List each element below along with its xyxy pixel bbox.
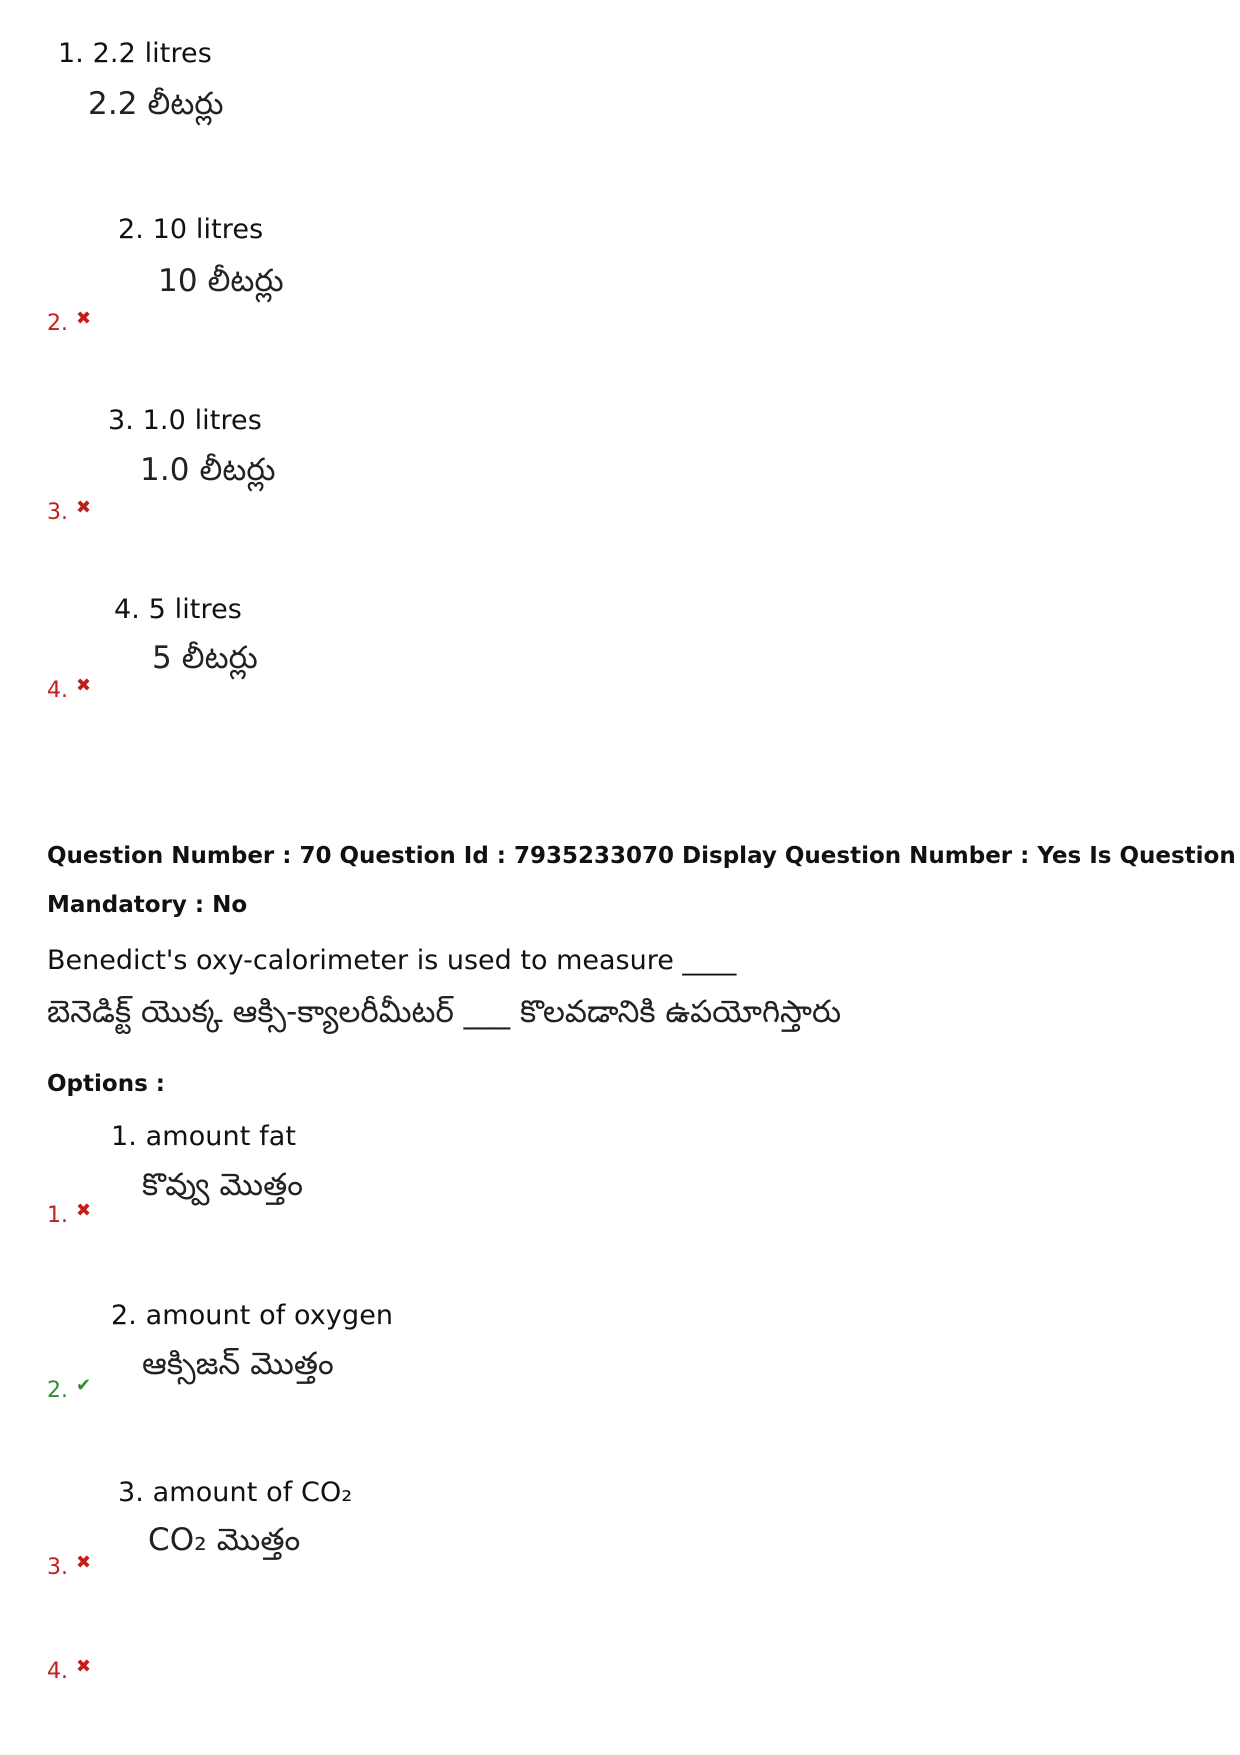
option-4-marker xyxy=(47,1656,92,1684)
prev-option-4-marker xyxy=(47,675,92,703)
option-1-marker xyxy=(47,1200,92,1228)
cross-icon: ✖ xyxy=(76,497,92,518)
prev-option-2-te: 10 లీటర్లు xyxy=(158,263,284,299)
prev-option-1-te: 2.2 లీటర్లు xyxy=(88,86,224,122)
option-2-te: ఆక్సిజన్ మొత్తం xyxy=(142,1346,334,1382)
prev-option-1-en: 1. 2.2 litres xyxy=(58,38,212,69)
option-2-en: 2. amount of oxygen xyxy=(111,1300,394,1331)
option-2-number: 2. xyxy=(47,1378,68,1403)
cross-icon: ✖ xyxy=(76,1200,92,1221)
prev-option-4-en: 4. 5 litres xyxy=(114,594,242,625)
prev-option-3-en: 3. 1.0 litres xyxy=(108,405,262,436)
option-2-marker xyxy=(47,1375,92,1403)
option-3-number: 3. xyxy=(47,1555,68,1580)
options-label: Options : xyxy=(47,1071,165,1097)
question-meta-line1: Question Number : 70 Question Id : 7935233070 Display Question Number : Yes Is Question xyxy=(47,843,1236,869)
prev-option-3-marker xyxy=(47,497,92,525)
prev-option-2-number: 2. xyxy=(47,311,68,336)
cross-icon: ✖ xyxy=(76,675,92,696)
question-text-en: Benedict's oxy-calorimeter is used to measure ____ xyxy=(47,945,737,976)
checkmark-icon: ✔ xyxy=(76,1375,92,1396)
cross-icon: ✖ xyxy=(76,308,92,329)
prev-option-2-en: 2. 10 litres xyxy=(118,214,264,245)
option-1-te: కొవ్వు మొత్తం xyxy=(142,1167,304,1203)
question-meta-line2: Mandatory : No xyxy=(47,892,248,918)
option-4-number: 4. xyxy=(47,1659,68,1684)
option-1-en: 1. amount fat xyxy=(111,1121,297,1152)
prev-option-4-number: 4. xyxy=(47,678,68,703)
cross-icon: ✖ xyxy=(76,1552,92,1573)
option-3-te: CO₂ మొత్తం xyxy=(148,1522,301,1558)
option-1-number: 1. xyxy=(47,1203,68,1228)
cross-icon: ✖ xyxy=(76,1656,92,1677)
option-3-en: 3. amount of CO₂ xyxy=(118,1477,353,1508)
prev-option-4-te: 5 లీటర్లు xyxy=(152,640,258,676)
prev-option-3-te: 1.0 లీటర్లు xyxy=(140,452,276,488)
prev-option-3-number: 3. xyxy=(47,500,68,525)
prev-option-2-marker xyxy=(47,308,92,336)
option-3-marker xyxy=(47,1552,92,1580)
question-text-te: బెనెడిక్ట్ యొక్క ఆక్సి-క్యాలరీమీటర్ ___ కొలవడానికి ఉపయోగిస్తారు xyxy=(47,994,842,1030)
